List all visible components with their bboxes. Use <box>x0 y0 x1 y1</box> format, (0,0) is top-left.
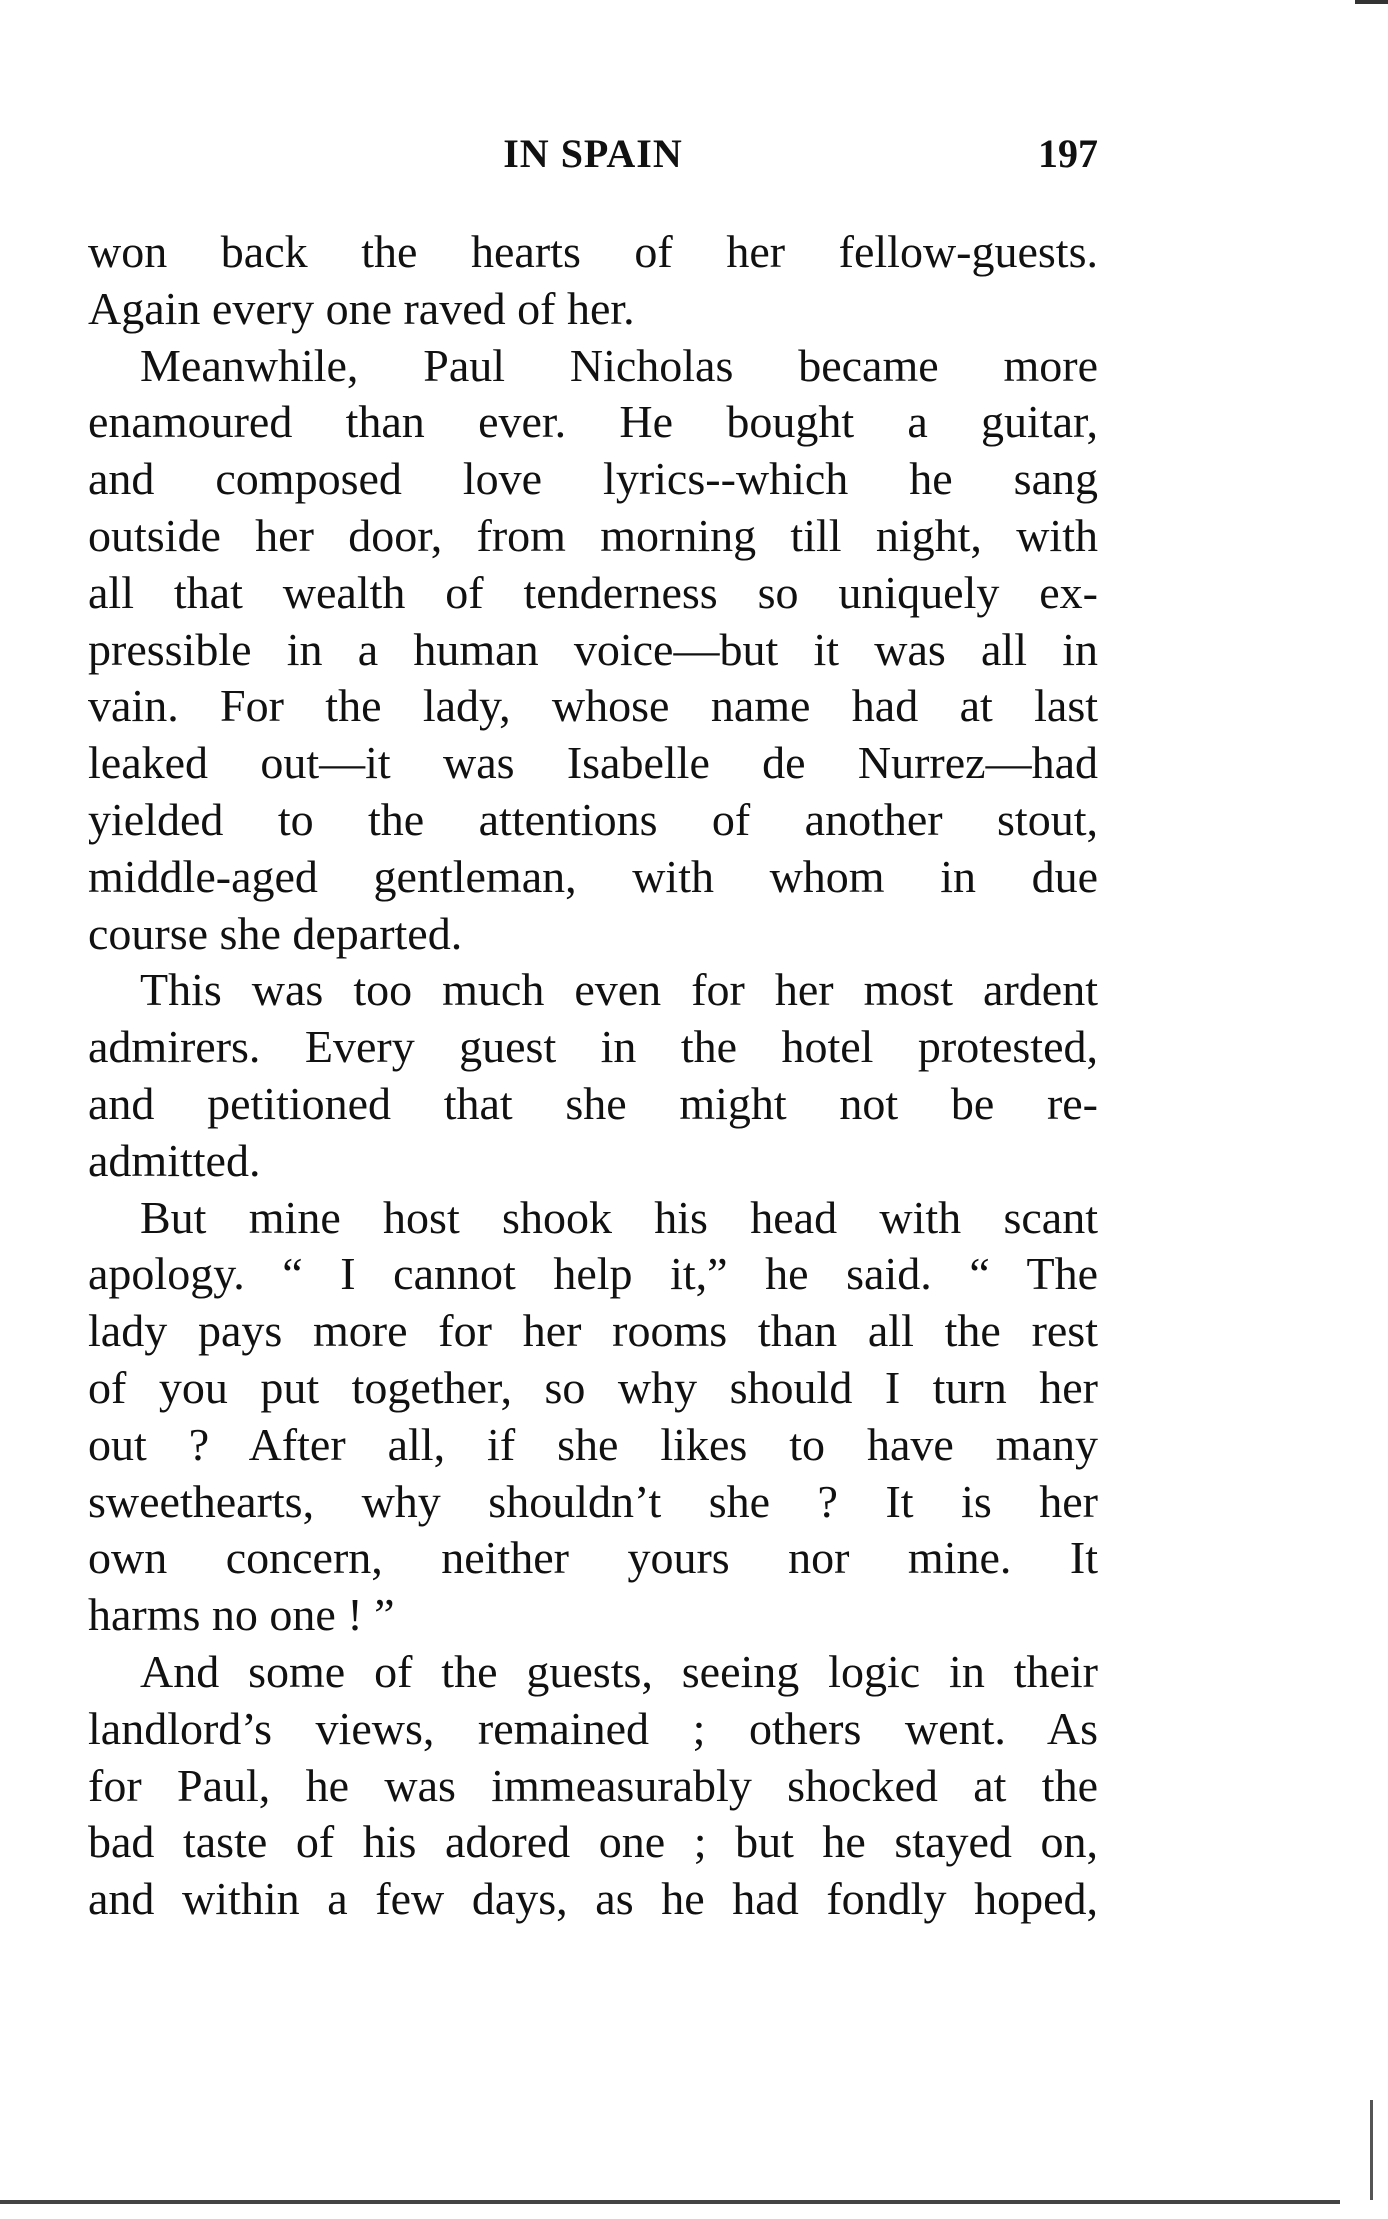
text-line: middle-aged gentleman, with whom in due <box>88 850 1098 902</box>
text-line: admirers. Every guest in the hotel protested, <box>88 1021 1098 1073</box>
text-line: This was too much even for her most ardent <box>140 964 1098 1016</box>
text-line: own concern, neither yours nor mine. It <box>88 1532 1098 1584</box>
text-line: But mine host shook his head with scant <box>140 1191 1098 1243</box>
page-edge-mark <box>1370 2100 1373 2200</box>
text-line: lady pays more for her rooms than all the rest <box>88 1305 1098 1357</box>
text-line: and petitioned that she might not be re- <box>88 1077 1098 1129</box>
text-line: Again every one raved of her. <box>88 282 635 334</box>
text-line: for Paul, he was immeasurably shocked at the <box>88 1759 1098 1811</box>
text-line: leaked out—it was Isabelle de Nurrez—had <box>88 737 1098 789</box>
text-line: won back the hearts of her fellow-guests. <box>88 226 1098 277</box>
text-line: pressible in a human voice—but it was all in <box>88 623 1098 675</box>
text-line: landlord’s views, remained ; others went. As <box>88 1702 1098 1754</box>
text-line: sweethearts, why shouldn’t she ? It is her <box>88 1475 1098 1527</box>
running-head <box>88 124 1098 184</box>
text-line: course she departed. <box>88 907 463 959</box>
text-line: Meanwhile, Paul Nicholas became more <box>140 339 1098 391</box>
body-text <box>88 224 1098 1928</box>
page-corner-mark <box>1355 0 1388 4</box>
text-line: enamoured than ever. He bought a guitar, <box>88 396 1098 448</box>
text-line: out ? After all, if she likes to have many <box>88 1418 1098 1470</box>
text-line: admitted. <box>88 1134 261 1186</box>
text-line: and within a few days, as he had fondly hoped, <box>88 1873 1098 1925</box>
text-line: And some of the guests, seeing logic in their <box>140 1645 1098 1697</box>
text-line: all that wealth of tenderness so uniquely ex- <box>88 566 1098 618</box>
text-line: bad taste of his adored one ; but he stayed on, <box>88 1816 1098 1868</box>
text-line: vain. For the lady, whose name had at last <box>88 680 1098 732</box>
text-line: harms no one ! ” <box>88 1589 395 1641</box>
running-title: IN SPAIN <box>503 131 683 176</box>
text-line: apology. “ I cannot help it,” he said. “ The <box>88 1248 1098 1300</box>
page-number: 197 <box>1038 131 1098 176</box>
text-line: yielded to the attentions of another stout, <box>88 793 1098 845</box>
text-line: of you put together, so why should I turn her <box>88 1361 1098 1413</box>
page-bottom-edge <box>0 2200 1340 2204</box>
text-line: and composed love lyrics--which he sang <box>88 453 1098 505</box>
text-line: outside her door, from morning till night, with <box>88 509 1098 561</box>
